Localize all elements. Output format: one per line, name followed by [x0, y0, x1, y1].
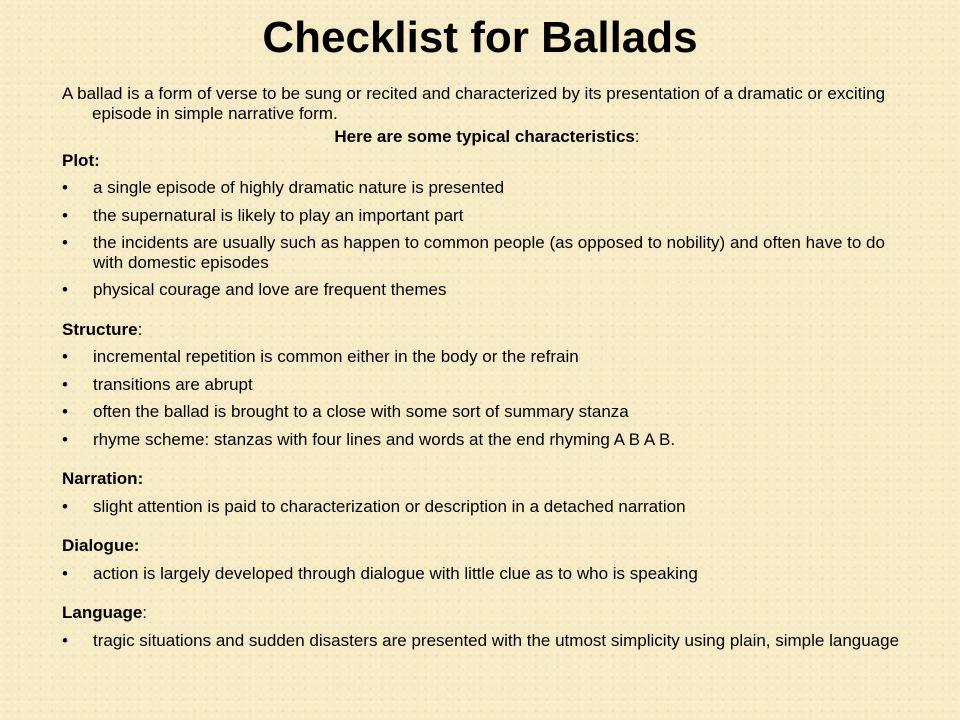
subheading-text: Here are some typical characteristics	[334, 127, 635, 146]
dialogue-list	[62, 564, 912, 584]
list-item: • incremental repetition is common either in the body or the refrain	[62, 347, 579, 366]
subheading-colon: :	[634, 127, 640, 146]
bullet-icon: •	[62, 178, 68, 197]
list-item: • transitions are abrupt	[62, 374, 253, 394]
list-item: • often the ballad is brought to a close with some sort of summary stanza	[62, 402, 629, 421]
intro-paragraph: A ballad is a form of verse to be sung or recited and characterized by its presentation of a dramatic or exciting episode in simple narrative form.	[62, 84, 886, 123]
page-title: Checklist for Ballads	[262, 13, 698, 62]
list-item: • tragic situations and sudden disasters are presented with the utmost simplicity using plain, simple language	[62, 630, 900, 650]
plot-list	[62, 178, 912, 300]
slide-content	[62, 84, 912, 650]
section-heading-plot: Plot:	[62, 150, 100, 170]
bullet-icon: •	[62, 205, 68, 225]
list-item: • the incidents are usually such as happen to common people (as opposed to nobility) and often have to do with domestic episodes	[62, 233, 885, 272]
list-item: • physical courage and love are frequent themes	[62, 280, 447, 299]
bullet-icon: •	[62, 280, 68, 299]
narration-list	[62, 497, 912, 517]
language-list	[62, 631, 912, 651]
bullet-icon: •	[62, 496, 68, 516]
section-heading-structure: Structure:	[62, 319, 143, 339]
list-item: • slight attention is paid to characterization or description in a detached narration	[62, 496, 686, 516]
section-heading-narration: Narration:	[62, 469, 144, 488]
list-item: • rhyme scheme: stanzas with four lines and words at the end rhyming A B A B.	[62, 429, 676, 449]
list-item: • action is largely developed through dialogue with little clue as to who is speaking	[62, 563, 698, 583]
list-item: • a single episode of highly dramatic nature is presented	[62, 178, 505, 197]
section-heading-language: Language:	[62, 603, 148, 622]
structure-list	[62, 347, 912, 449]
bullet-icon: •	[62, 347, 68, 366]
section-heading-dialogue: Dialogue:	[62, 536, 140, 555]
list-item: • the supernatural is likely to play an important part	[62, 205, 464, 225]
bullet-icon: •	[62, 630, 68, 650]
characteristics-subheading	[62, 127, 912, 147]
bullet-icon: •	[62, 233, 68, 252]
bullet-icon: •	[62, 402, 68, 421]
bullet-icon: •	[62, 374, 68, 394]
bullet-icon: •	[62, 429, 68, 449]
bullet-icon: •	[62, 563, 68, 583]
